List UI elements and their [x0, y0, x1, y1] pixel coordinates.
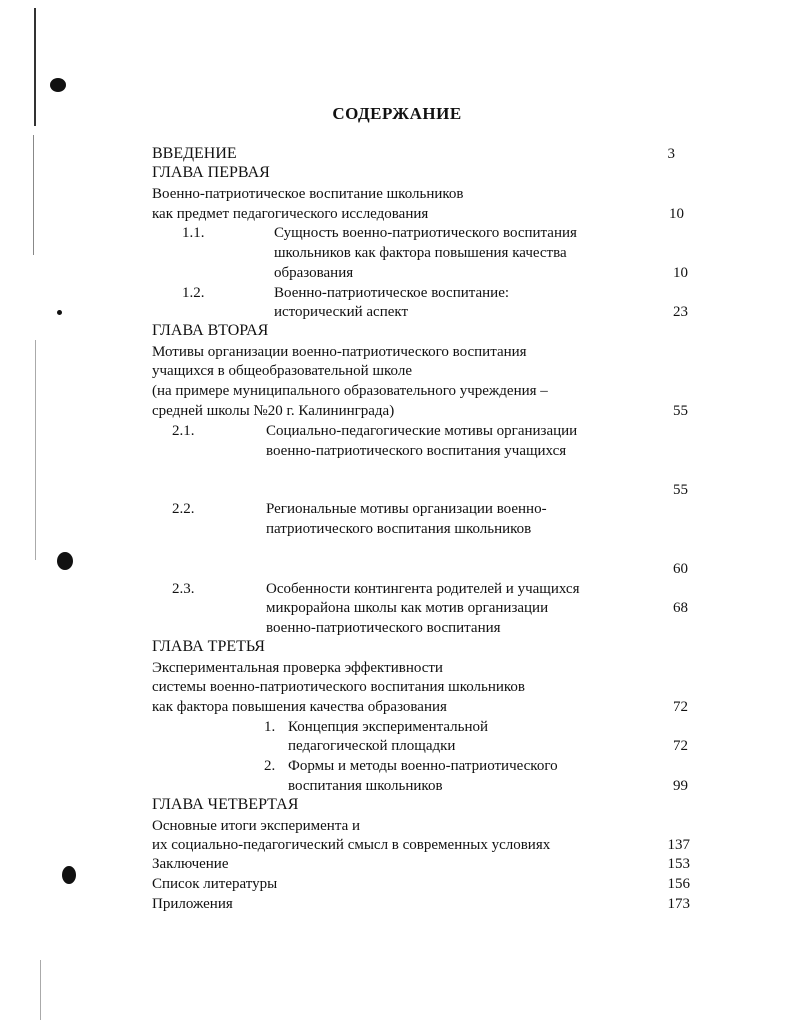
toc-chapter-2-title: (на примере муниципального образовательного учреждения – [152, 383, 548, 399]
toc-chapter-2-heading: ГЛАВА ВТОРАЯ [152, 322, 269, 339]
scan-blot [62, 866, 76, 884]
toc-section-1-1-page: 10 [673, 265, 688, 281]
toc-section-3-2-title: Формы и методы военно-патриотического [288, 758, 558, 774]
toc-section-number: 1.1. [182, 225, 205, 241]
toc-section-2-1-title: военно-патриотического воспитания учащихся [266, 443, 567, 459]
toc-chapter-4-page: 137 [667, 837, 690, 853]
toc-chapter-3-title: системы военно-патриотического воспитания школьников [152, 679, 526, 695]
toc-chapter-4-title: их социально-педагогический смысл в современных условиях [152, 837, 551, 853]
toc-section-2-2-title: патриотического воспитания школьников [266, 521, 532, 537]
toc-section-3-1-title: Концепция экспериментальной [288, 719, 489, 735]
toc-intro: ВВЕДЕНИЕ [152, 145, 237, 162]
toc-section-number: 2.1. [172, 423, 195, 439]
toc-section-2-2-page: 60 [673, 561, 688, 577]
toc-chapter-4-title: Основные итоги эксперимента и [152, 818, 361, 834]
toc-chapter-3-title: Экспериментальная проверка эффективности [152, 660, 443, 676]
toc-section-2-3-title: микрорайона школы как мотив организации [266, 600, 549, 616]
scan-blot [57, 552, 73, 570]
toc-section-1-2-page: 23 [673, 304, 688, 320]
toc-appendices: Приложения [152, 896, 233, 912]
toc-section-2-3-page: 68 [673, 600, 688, 616]
toc-chapter-4-heading: ГЛАВА ЧЕТВЕРТАЯ [152, 796, 299, 813]
toc-section-number: 2.2. [172, 501, 195, 517]
scan-blot [57, 310, 62, 315]
scan-edge-line [33, 135, 34, 255]
page-title: СОДЕРЖАНИЕ [332, 104, 462, 123]
toc-chapter-2-page: 55 [673, 403, 688, 419]
toc-section-2-1-title: Социально-педагогические мотивы организации [266, 423, 578, 439]
toc-literature: Список литературы [152, 876, 278, 892]
toc-section-1-2-title: исторический аспект [274, 304, 409, 320]
toc-appendices-page: 173 [667, 896, 690, 912]
toc-section-number: 2.3. [172, 581, 195, 597]
scan-edge-line [40, 960, 41, 1020]
toc-section-1-1-title: школьников как фактора повышения качества [274, 245, 567, 261]
toc-section-1-1-title: Сущность военно-патриотического воспитания [274, 225, 577, 241]
toc-chapter-3-title: как фактора повышения качества образования [152, 699, 447, 715]
toc-chapter-1-page: 10 [669, 206, 684, 222]
toc-section-2-2-title: Региональные мотивы организации военно- [266, 501, 547, 517]
scan-edge-line [35, 340, 36, 560]
toc-section-2-1-page: 55 [673, 482, 688, 498]
toc-chapter-2-title: учащихся в общеобразовательной школе [152, 363, 412, 379]
toc-section-2-3-title: военно-патриотического воспитания [266, 620, 501, 636]
toc-chapter-1-title: как предмет педагогического исследования [152, 206, 429, 222]
toc-section-3-1-title: педагогической площадки [288, 738, 456, 754]
toc-section-3-2-title: воспитания школьников [288, 778, 443, 794]
toc-conclusion-page: 153 [667, 856, 690, 872]
toc-section-1-2-title: Военно-патриотическое воспитание: [274, 285, 510, 301]
toc-intro-page: 3 [667, 146, 675, 162]
toc-chapter-2-title: средней школы №20 г. Калининграда) [152, 403, 395, 419]
toc-chapter-2-title: Мотивы организации военно-патриотического воспитания [152, 344, 527, 360]
scan-blot [50, 78, 66, 92]
toc-section-number: 1. [264, 719, 276, 735]
toc-chapter-3-heading: ГЛАВА ТРЕТЬЯ [152, 638, 265, 655]
toc-section-number: 1.2. [182, 285, 205, 301]
toc-chapter-1-heading: ГЛАВА ПЕРВАЯ [152, 164, 270, 181]
toc-section-3-2-page: 99 [673, 778, 688, 794]
toc-section-1-1-title: образования [274, 265, 354, 281]
toc-literature-page: 156 [667, 876, 690, 892]
toc-section-2-3-title: Особенности контингента родителей и учащихся [266, 581, 580, 597]
toc-conclusion: Заключение [152, 856, 229, 872]
toc-chapter-3-page: 72 [673, 699, 688, 715]
toc-chapter-1-title: Военно-патриотическое воспитание школьников [152, 186, 464, 202]
toc-section-number: 2. [264, 758, 276, 774]
toc-section-3-1-page: 72 [673, 738, 688, 754]
